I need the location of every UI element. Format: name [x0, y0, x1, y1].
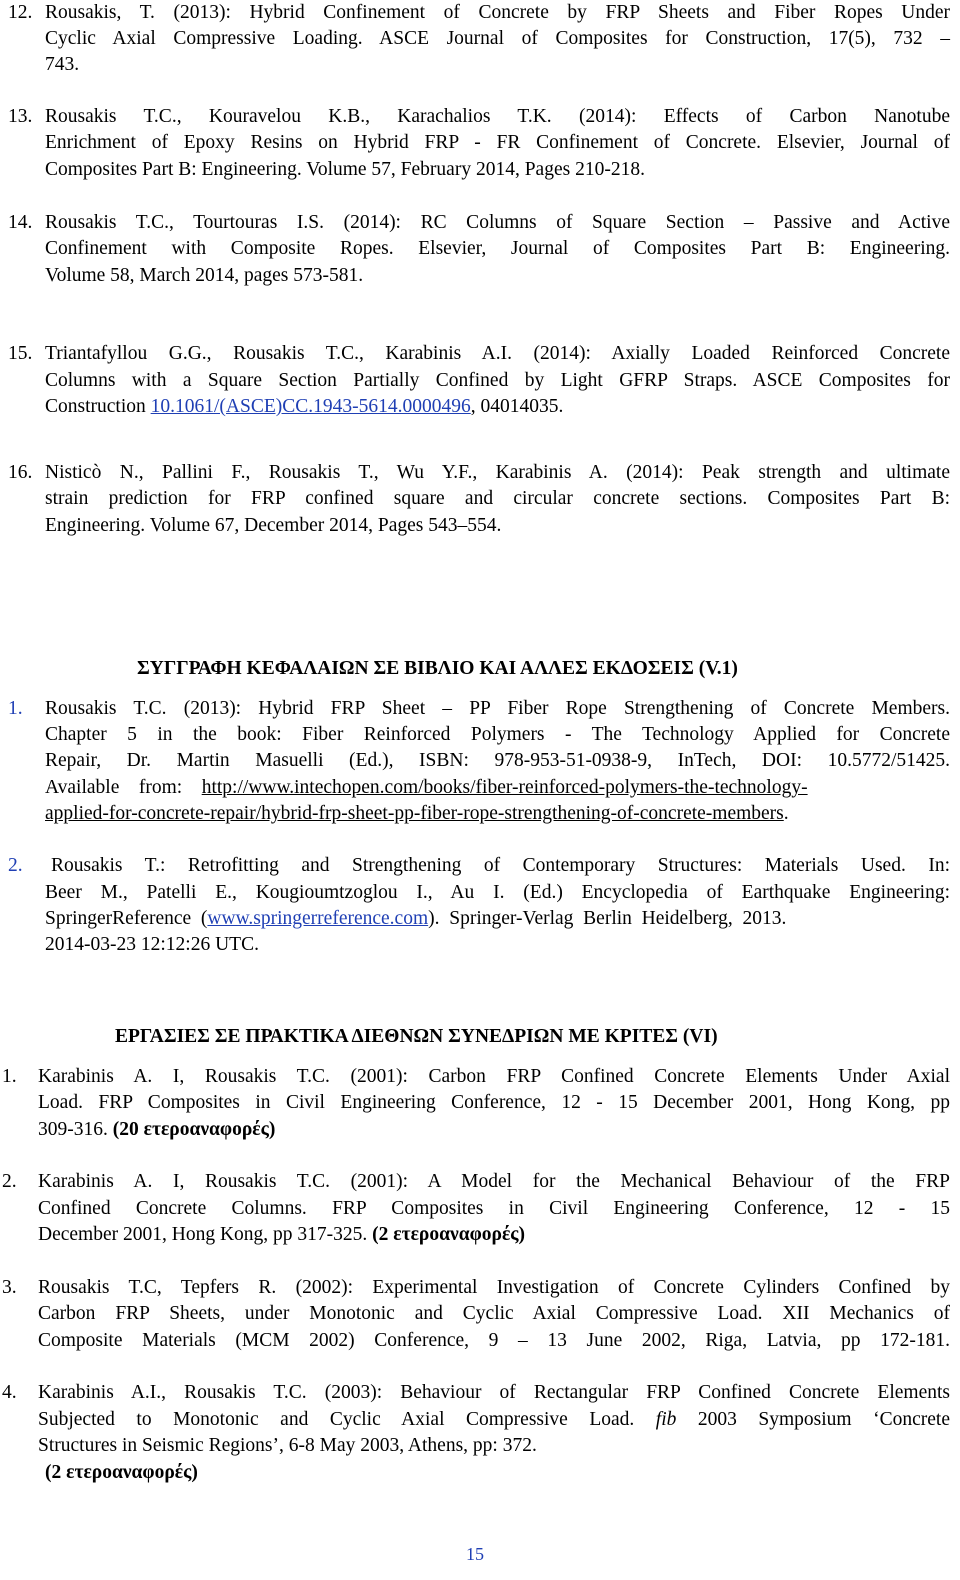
citation-count-text: (2 ετεροαναφορές) — [45, 1462, 198, 1483]
reference-text: 309-316. — [38, 1119, 113, 1140]
reference-text-line: Nisticò N., Pallini F., Rousakis T., Wu Y.F., Karabinis A. (2014): Peak strength and ultimate — [45, 462, 950, 483]
reference-text-line: Rousakis T.: Retrofitting and Strengthening of Contemporary Structures: Materials Used. In: — [51, 855, 950, 876]
reference-text-line: Confinement with Composite Ropes. Elsevier, Journal of Composites Part B: Engineering. — [45, 238, 950, 259]
reference-text-line: Carbon FRP Sheets, under Monotonic and Cyclic Axial Compressive Load. XII Mechanics of — [38, 1303, 950, 1324]
reference-text-line — [45, 801, 789, 827]
reference-text-italic: fib — [655, 1409, 677, 1430]
reference-number: 15. — [8, 343, 33, 364]
reference-text-line — [45, 906, 786, 932]
reference-text-line: Columns with a Square Section Partially Confined by Light GFRP Straps. ASCE Composites for — [45, 370, 950, 391]
reference-text: December 2001, Hong Kong, pp 317-325. — [38, 1224, 373, 1245]
intechopen-url-link[interactable]: http://www.intechopen.com/books/fiber-reinforced-polymers-the-technology- — [201, 777, 808, 798]
reference-text: . — [783, 803, 789, 824]
reference-text: SpringerReference ( — [45, 908, 208, 929]
reference-text-line: Chapter 5 in the book: Fiber Reinforced Polymers - The Technology Applied for Concrete — [45, 724, 950, 745]
reference-text-line — [45, 775, 808, 801]
reference-text-line: Enrichment of Epoxy Resins on Hybrid FRP - FR Confinement of Concrete. Elsevier, Journal of — [45, 132, 950, 153]
reference-text-line: Rousakis T.C., Tourtouras I.S. (2014): RC Columns of Square Section – Passive and Active — [45, 212, 950, 233]
citation-count: (20 ετεροαναφορές) — [112, 1119, 276, 1140]
reference-text-line: Composite Materials (MCM 2002) Conference, 9 – 13 June 2002, Riga, Latvia, pp 172-181. — [38, 1330, 950, 1351]
reference-text-line: Load. FRP Composites in Civil Engineering Conference, 12 - 15 December 2001, Hong Kong, pp — [38, 1092, 950, 1113]
page-number: 15 — [466, 1544, 484, 1564]
reference-text-line: Rousakis, T. (2013): Hybrid Confinement of Concrete by FRP Sheets and Fiber Ropes Under — [45, 2, 950, 23]
reference-text-line: 743. — [45, 54, 80, 75]
reference-text-line: Composites Part B: Engineering. Volume 57, February 2014, Pages 210-218. — [45, 159, 645, 180]
reference-text: Construction — [45, 396, 151, 417]
reference-text-line: Confined Concrete Columns. FRP Composites in Civil Engineering Conference, 12 - 15 — [38, 1198, 950, 1219]
springerreference-link[interactable]: www.springerreference.com — [207, 908, 429, 929]
reference-text-line: Repair, Dr. Martin Masuelli (Ed.), ISBN: 978-953-51-0938-9, InTech, DOI: 10.5772/51425. — [45, 750, 950, 771]
reference-number: 13. — [8, 106, 33, 127]
intechopen-url-link-continued[interactable]: applied-for-concrete-repair/hybrid-frp-sheet-pp-fiber-rope-strengthening-of-concrete-members — [45, 803, 784, 824]
reference-text: 2003 Symposium ‘Concrete — [676, 1409, 950, 1430]
reference-text-line: Triantafyllou G.G., Rousakis T.C., Karabinis A.I. (2014): Axially Loaded Reinforced Concrete — [45, 343, 950, 364]
section-heading-vi: ΕΡΓΑΣΙΕΣ ΣΕ ΠΡΑΚΤΙΚΑ ΔΙΕΘΝΩΝ ΣΥΝΕΔΡΙΩΝ ΜΕ ΚΡΙΤΕΣ (VI) — [115, 1026, 718, 1047]
reference-text: Subjected to Monotonic and Cyclic Axial Compressive Load. — [38, 1409, 656, 1430]
doi-link[interactable]: 10.1061/(ASCE)CC.1943-5614.0000496 — [150, 396, 471, 417]
reference-text: , 04014035. — [470, 396, 564, 417]
available-from-label: Available from: — [45, 777, 202, 798]
reference-text-line: Engineering. Volume 67, December 2014, Pages 543–554. — [45, 515, 502, 536]
reference-text-line: Karabinis A.I., Rousakis T.C. (2003): Behaviour of Rectangular FRP Confined Concrete Elements — [38, 1382, 950, 1403]
reference-text-line: Structures in Seismic Regions’, 6-8 May 2003, Athens, pp: 372. — [38, 1435, 537, 1456]
citation-count — [45, 1460, 198, 1486]
reference-text-line: strain prediction for FRP confined square and circular concrete sections. Composites Part B: — [45, 488, 950, 509]
reference-number: 12. — [8, 2, 33, 23]
reference-number: 1. — [8, 698, 23, 719]
reference-number: 1. — [2, 1066, 17, 1087]
reference-number: 14. — [8, 212, 33, 233]
reference-number: 2. — [8, 855, 23, 876]
reference-text-line: Rousakis T.C. (2013): Hybrid FRP Sheet – PP Fiber Rope Strengthening of Concrete Members. — [45, 698, 950, 719]
reference-number: 2. — [2, 1171, 17, 1192]
section-heading-v1: ΣΥΓΓΡΑΦΗ ΚΕΦΑΛΑΙΩΝ ΣΕ ΒΙΒΛΙΟ ΚΑΙ ΑΛΛΕΣ ΕΚΔΟΣΕΙΣ (V.1) — [137, 658, 738, 679]
reference-text-line — [45, 394, 563, 420]
reference-text: ). Springer-Verlag Berlin Heidelberg, 2013. — [428, 908, 787, 929]
reference-number: 3. — [2, 1277, 17, 1298]
reference-text-line — [38, 1222, 525, 1248]
reference-text-line: Rousakis T.C., Kouravelou K.B., Karachalios T.K. (2014): Effects of Carbon Nanotube — [45, 106, 950, 127]
reference-number: 16. — [8, 462, 33, 483]
reference-text-line: Volume 58, March 2014, pages 573-581. — [45, 265, 364, 286]
reference-text-line: Rousakis T.C, Tepfers R. (2002): Experimental Investigation of Concrete Cylinders Confined by — [38, 1277, 950, 1298]
reference-number: 4. — [2, 1382, 17, 1403]
reference-text-line — [38, 1117, 275, 1143]
citation-count: (2 ετεροαναφορές) — [372, 1224, 525, 1245]
reference-text-line — [38, 1407, 950, 1433]
reference-text-line: 2014-03-23 12:12:26 UTC. — [45, 934, 259, 955]
reference-text-line: Karabinis A. I, Rousakis T.C. (2001): Carbon FRP Confined Concrete Elements Under Axial — [38, 1066, 950, 1087]
reference-text-line: Beer M., Patelli E., Kougioumtzoglou I., Au I. (Ed.) Encyclopedia of Earthquake Engineering: — [45, 882, 950, 903]
reference-text-line: Cyclic Axial Compressive Loading. ASCE Journal of Composites for Construction, 17(5), 732 – — [45, 28, 950, 49]
reference-text-line: Karabinis A. I, Rousakis T.C. (2001): A Model for the Mechanical Behaviour of the FRP — [38, 1171, 950, 1192]
